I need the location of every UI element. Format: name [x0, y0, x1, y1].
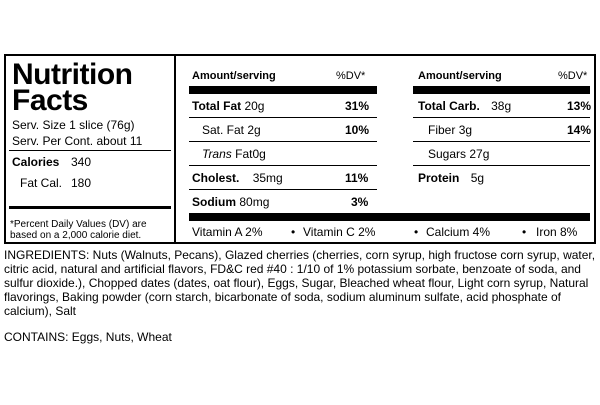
- header-rule-left: [189, 86, 377, 94]
- cholest-dv: 11%: [345, 171, 369, 185]
- sat-fat-label: Sat. Fat: [202, 123, 245, 137]
- sugars-amount: 27g: [469, 147, 490, 161]
- nutrition-facts-panel: [4, 54, 596, 244]
- iron: Iron 8%: [536, 225, 578, 239]
- divider: [9, 150, 171, 151]
- total-fat-dv: 31%: [345, 99, 370, 113]
- sodium-amount: 80mg: [239, 195, 270, 209]
- trans-fat-amount: 0g: [252, 147, 266, 161]
- divider: [189, 141, 377, 142]
- trans-fat-label: Fat: [235, 147, 253, 161]
- calcium: Calcium 4%: [426, 225, 491, 239]
- fiber-label: Fiber: [428, 123, 456, 137]
- vitamin-a: Vitamin A 2%: [192, 225, 263, 239]
- divider: [189, 117, 377, 118]
- divider: [413, 165, 590, 166]
- sat-fat-row: [202, 123, 261, 137]
- total-carb-label: Total Carb.: [418, 99, 480, 113]
- fat-cal-value: 180: [71, 176, 92, 190]
- total-carb-amount: 38g: [491, 99, 512, 113]
- total-carb-dv: 13%: [567, 99, 592, 113]
- calories-label: Calories: [12, 155, 60, 169]
- divider: [189, 189, 377, 190]
- divider: [413, 117, 590, 118]
- total-fat-amount: 20g: [244, 99, 265, 113]
- allergen-contains-text: CONTAINS: Eggs, Nuts, Wheat: [4, 330, 172, 344]
- vitamins-rule: [189, 213, 590, 221]
- servings-per-container: Serv. Per Cont. about 11: [12, 134, 143, 148]
- fat-cal-label: Fat Cal.: [20, 176, 63, 190]
- title-line-2: Facts: [12, 84, 88, 117]
- cholest-row: [192, 171, 283, 185]
- label-left-column: [6, 56, 176, 242]
- serving-size: Serv. Size 1 slice (76g): [12, 118, 135, 132]
- sodium-label: Sodium: [192, 195, 236, 209]
- amount-serving-header-left: Amount/serving: [192, 70, 276, 82]
- nutrition-facts-title: [12, 58, 133, 117]
- ingredients-text: INGREDIENTS: Nuts (Walnuts, Pecans), Glazed cherries (cherries, corn syrup, high fructose corn syrup, water, citric acid, natural and artificial flavors, FD&C red #40 : 1/10 of 1% potassium sorbate, benzoate of soda, and sulfur dioxide.), Chopped dates (dates, oat flour), Eggs, Sugar, Bleached wheat flour, Light corn syrup, Natural flavorings, Baking powder (corn starch, bicarbonate of soda, sodium aluminum sulfate, acid phosphate of calcium), Salt: [4, 248, 596, 318]
- total-carb-row: [418, 99, 511, 113]
- sugars-row: [428, 147, 489, 161]
- sugars-label: Sugars: [428, 147, 467, 161]
- title-line-1: Nutrition: [12, 58, 133, 91]
- fiber-amount: 3g: [458, 123, 473, 137]
- trans-fat-row: [202, 147, 266, 161]
- sodium-row: [192, 195, 269, 209]
- sat-fat-dv: 10%: [345, 123, 370, 137]
- sat-fat-amount: 2g: [247, 123, 261, 137]
- protein-label: Protein: [418, 171, 460, 185]
- fiber-dv: 14%: [567, 123, 592, 137]
- divider: [189, 165, 377, 166]
- dv-header-left: %DV*: [336, 70, 366, 82]
- bullet: •: [522, 225, 527, 239]
- total-fat-row: [192, 99, 264, 113]
- fiber-row: [428, 123, 472, 137]
- calories-value: 340: [71, 155, 92, 169]
- protein-amount: 5g: [470, 171, 485, 185]
- dv-header-right: %DV*: [558, 70, 588, 82]
- bullet: •: [291, 225, 296, 239]
- cholest-label: Cholest.: [192, 171, 240, 185]
- vitamin-c: Vitamin C 2%: [303, 225, 376, 239]
- sodium-dv: 3%: [351, 195, 369, 209]
- divider: [413, 141, 590, 142]
- daily-value-footnote: *Percent Daily Values (DV) are based on a 2,000 calorie diet.: [10, 219, 147, 241]
- header-rule-right: [413, 86, 590, 94]
- cholest-amount: 35mg: [252, 171, 283, 185]
- bullet: •: [414, 225, 419, 239]
- protein-row: [418, 171, 484, 185]
- divider-thick: [9, 206, 171, 209]
- amount-serving-header-right: Amount/serving: [418, 70, 502, 82]
- total-fat-label: Total Fat: [192, 99, 242, 113]
- trans-fat-label-italic: Trans: [202, 147, 232, 161]
